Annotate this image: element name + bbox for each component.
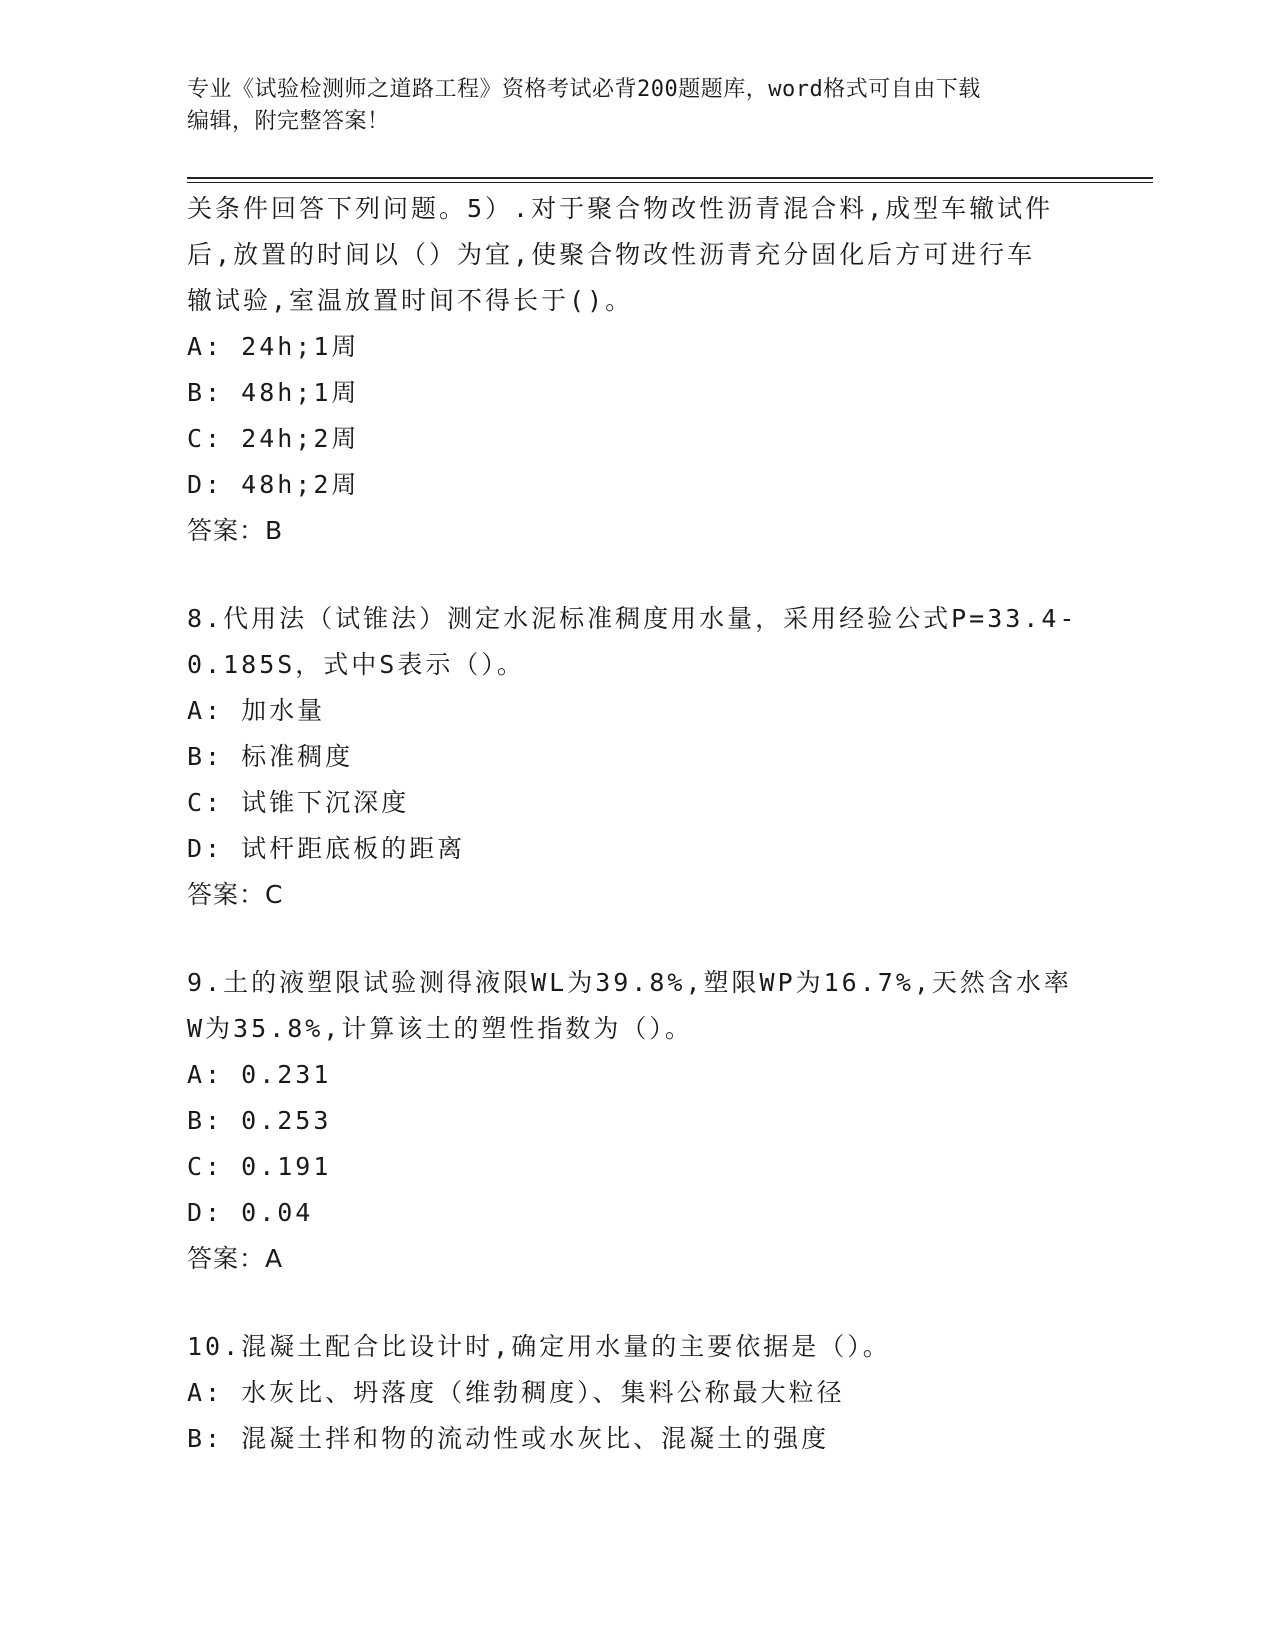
option-d: D: 48h;2周 bbox=[187, 470, 360, 499]
option-b: B: 0.253 bbox=[187, 1106, 332, 1135]
option-c: C: 0.191 bbox=[187, 1152, 332, 1181]
question-stem-line: W为35.8%,计算该土的塑性指数为（）。 bbox=[187, 1014, 693, 1043]
option-a: A: 0.231 bbox=[187, 1060, 332, 1089]
question-stem-line: 9.土的液塑限试验测得液限WL为39.8%,塑限WP为16.7%,天然含水率 bbox=[187, 968, 1072, 997]
question-stem-line: 10.混凝土配合比设计时,确定用水量的主要依据是（）。 bbox=[187, 1332, 891, 1361]
question-stem-line: 辙试验,室温放置时间不得长于()。 bbox=[187, 286, 634, 315]
question-block bbox=[187, 960, 1087, 1282]
option-a: A: 24h;1周 bbox=[187, 332, 360, 361]
option-c: C: 24h;2周 bbox=[187, 424, 360, 453]
option-a: A: 加水量 bbox=[187, 696, 326, 725]
answer-line: 答案：B bbox=[187, 516, 284, 545]
question-stem-line: 后,放置的时间以（）为宜,使聚合物改性沥青充分固化后方可进行车 bbox=[187, 240, 1036, 269]
answer-line: 答案：C bbox=[187, 880, 284, 909]
option-c: C: 试锥下沉深度 bbox=[187, 788, 410, 817]
header-line-2: 编辑，附完整答案！ bbox=[187, 109, 390, 134]
header-line-1: 专业《试验检测师之道路工程》资格考试必背200题题库，word格式可自由下载 bbox=[187, 77, 981, 102]
question-list bbox=[187, 186, 1087, 1462]
header-divider-thin bbox=[187, 182, 1153, 183]
header-divider-thick bbox=[187, 177, 1153, 179]
option-b: B: 48h;1周 bbox=[187, 378, 360, 407]
option-b: B: 混凝土拌和物的流动性或水灰比、混凝土的强度 bbox=[187, 1424, 830, 1453]
document-header bbox=[187, 74, 1087, 138]
question-stem-line: 关条件回答下列问题。5）.对于聚合物改性沥青混合料,成型车辙试件 bbox=[187, 194, 1054, 223]
question-stem-line: 0.185S，式中S表示（）。 bbox=[187, 650, 525, 679]
question-stem-line: 8.代用法（试锥法）测定水泥标准稠度用水量，采用经验公式P=33.4- bbox=[187, 604, 1078, 633]
answer-line: 答案：A bbox=[187, 1244, 284, 1273]
option-d: D: 0.04 bbox=[187, 1198, 314, 1227]
question-block bbox=[187, 1324, 1087, 1462]
option-a: A: 水灰比、坍落度（维勃稠度）、集料公称最大粒径 bbox=[187, 1378, 845, 1407]
option-d: D: 试杆距底板的距离 bbox=[187, 834, 466, 863]
option-b: B: 标准稠度 bbox=[187, 742, 354, 771]
question-block bbox=[187, 596, 1087, 918]
question-block bbox=[187, 186, 1087, 554]
